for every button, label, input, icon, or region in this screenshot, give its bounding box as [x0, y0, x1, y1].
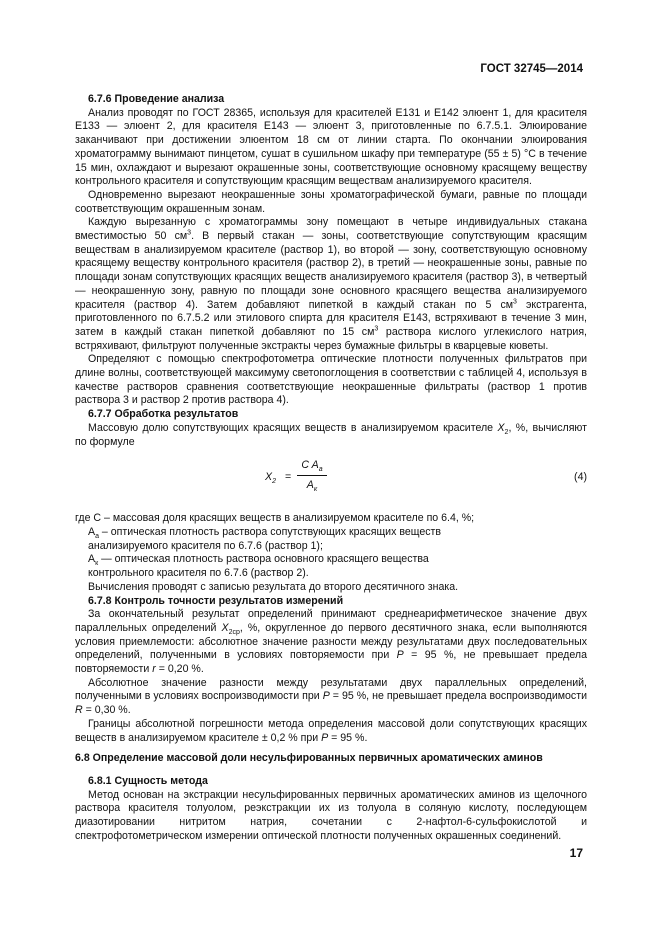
page-number: 17 — [569, 846, 583, 860]
formula-numerator: C $A_a$ — [297, 459, 327, 476]
section-heading-6-7-7: 6.7.7 Обработка результатов — [88, 408, 239, 421]
superscript: 3 — [374, 325, 379, 333]
formula-fraction — [297, 459, 327, 492]
paragraph: Каждую вырезанную с хроматограммы зону помещают в четыре индивидуальных стакана вместимостью 50 $см^3$. В первый стакан — зоны, соответствующие сопутствующим красящим веществам в анализируемом красителе (раствор 1), во второй — зону, соответствующую основному красящему веществу контрольного красителя (раствор 2), в третий — неокрашенные зоны, равные по площади зонам сопутствующих красящих веществ анализируемого красителя (раствор 3), в четвертый — неокрашенную зону, равную по площади зоне основного красящего вещества анализируемого красителя (раствор 4). Затем добавляют пипеткой в каждый стакан по 5 $см^3$ экстрагента, приготовленного по 6.7.5.2 или этилового спирта для красителя Е143, встряхивают в течение 3 мин, затем в каждый стакан пипеткой добавляют по 15 $см^3$ раствора кислого углекислого натрия, встряхивают, фильтруют полученные экстракты через бумажные фильтры в кварцевые кюветы. — [75, 216, 587, 352]
section-heading-6-8-1: 6.8.1 Сущность метода — [88, 774, 208, 787]
formula-where: где С – массовая доля красящих веществ в анализируемом красителе по 6.4, %; — [75, 512, 475, 525]
formula-term-ak: $А_к$ — оптическая плотность раствора основного красящего вещества — [88, 553, 429, 568]
superscript: 3 — [513, 298, 517, 306]
paragraph: Одновременно вырезают неокрашенные зоны хроматографической бумаги, равные по площади соответствующим окрашенным зонам. — [75, 188, 587, 215]
paragraph: Массовую долю сопутствующих красящих веществ в анализируемом красителе $X_2$, %, вычисляют по формуле — [75, 421, 587, 448]
formula-number: (4) — [574, 471, 587, 484]
paragraph: Абсолютное значение разности между результатами двух параллельных определений, полученными в условиях воспроизводимости при P = 95 %, не превышает предела воспроизводимости R = 0,30 %. — [75, 676, 587, 717]
superscript: 3 — [187, 229, 192, 237]
formula-lhs: $X_2$ — [265, 471, 276, 486]
formula-term-aa: $А_а$ – оптическая плотность раствора сопутствующих красящих веществ — [88, 525, 441, 541]
formula-denominator: $A_к$ — [306, 478, 318, 494]
section-heading-6-8: 6.8 Определение массовой доли несульфированных первичных ароматических аминов — [75, 752, 543, 765]
paragraph: За окончательный результат определений принимают среднеарифметическое значение двух параллельных определений $X_{2ср}$, %, округленное до первого десятичного знака, если выполняются условия приемлемости: абсолютное значение разности между результатами двух последовательных определений, полученными в условиях повторяемости при P = 95 %, не превышает предела повторяемости r = 0,20 %. — [75, 608, 587, 676]
document-body — [75, 93, 587, 843]
paragraph: Определяют с помощью спектрофотометра оптические плотности полученных фильтратов при длине волны, соответствующей максимуму светопоглощения в соответствии с таблицей 4, используя в качестве растворов сравнения соответствующие неокрашенные фильтраты (раствор 1 против раствора 3 и раствор 2 против раствора 4). — [75, 353, 587, 407]
section-heading-6-7-6: 6.7.6 Проведение анализа — [88, 93, 225, 105]
paragraph: Анализ проводят по ГОСТ 28365, используя для красителей Е131 и Е142 элюент 1, для красителя Е133 — элюент 2, для красителя Е143 — элюент 3, приготовленные по 6.7.5.1. Элюирование заканчивают при достижении элюентом 18 см от линии старта. По окончании элюирования хроматограмму вынимают пинцетом, сушат в сушильном шкафу при температуре (55 ± 5) °С в течение 15 мин, охлаждают и вырезают окрашенные зоны, соответствующие основному красящему веществу контрольного красителя и сопутствующим красящим веществам анализируемого красителя. — [75, 106, 587, 188]
paragraph: Вычисления проводят с записью результата до второго десятичного знака. — [88, 580, 459, 593]
formula-4 — [75, 458, 587, 502]
paragraph: Метод основан на экстракции несульфированных первичных ароматических аминов из щелочного раствора красителя толуолом, реэкстракции их из толуола в соляную кислоту, последующем диазотировании нитритом натрия, сочетании с 2-нафтол-6-сульфокислотой и спектрофотометрическом измерении оптической плотности полученных окрашенных соединений. — [75, 788, 587, 842]
formula-term-ak-cont: контрольного красителя по 6.7.6 (раствор 2). — [88, 567, 309, 580]
formula-equals: = — [285, 471, 292, 484]
formula-term-aa-cont: анализируемого красителя по 6.7.6 (раствор 1); — [88, 539, 323, 552]
paragraph: Границы абсолютной погрешности метода определения массовой доли сопутствующих красящих веществ в анализируемом красителе ± 0,2 % при P = 95 %. — [75, 717, 587, 744]
section-heading-6-7-8: 6.7.8 Контроль точности результатов измерений — [88, 594, 344, 607]
document-header: ГОСТ 32745—2014 — [480, 63, 583, 75]
